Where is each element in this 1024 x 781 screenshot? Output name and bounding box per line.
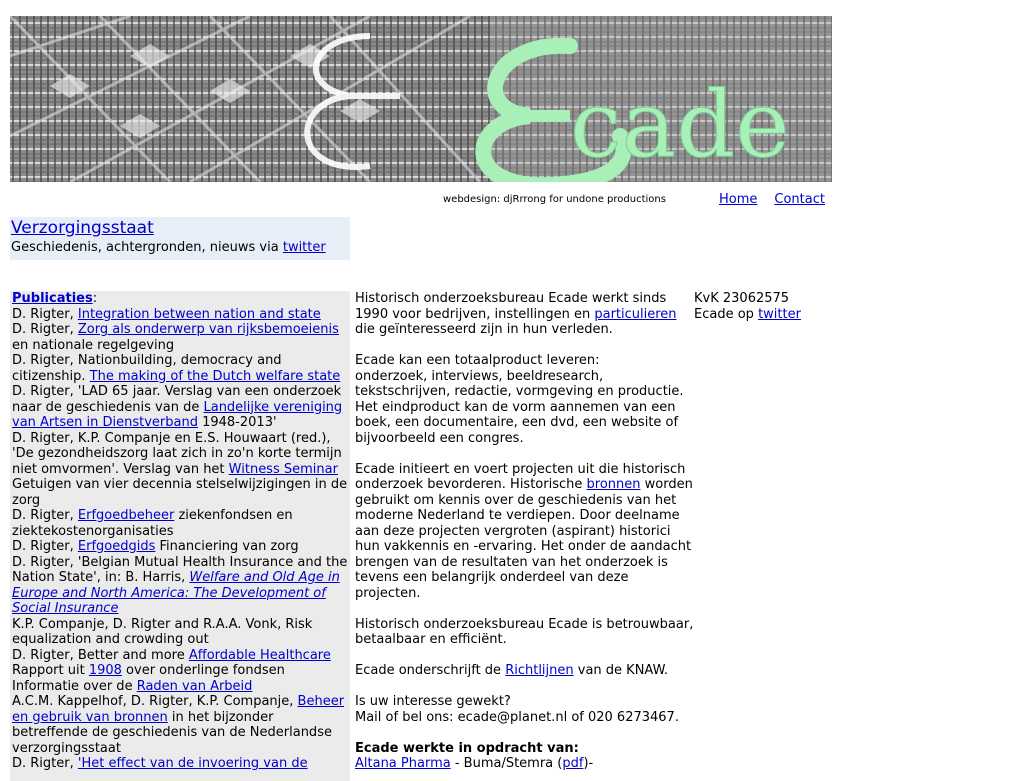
nav-contact-link[interactable]: Contact [774, 192, 825, 207]
particulieren-link[interactable]: particulieren [594, 306, 677, 322]
publicatie-link[interactable]: Erfgoedgids [77, 539, 156, 554]
publicatie-text-end: ziekenfondsen en ziektekostenorganisaties [12, 508, 293, 539]
publicatie-link[interactable]: Raden van Arbeid [136, 678, 253, 694]
twitter-prefix: Ecade op [694, 306, 759, 322]
verzorgingsstaat-twitter-link[interactable]: twitter [282, 240, 326, 255]
publicatie-text: D. Rigter, [12, 756, 78, 771]
clients-separator: - Buma/Stemra ( [450, 756, 563, 771]
publicatie-link[interactable]: Erfgoedbeheer [77, 508, 175, 523]
side-column [694, 291, 894, 322]
publicaties-column [10, 291, 350, 781]
clients-end: )- [583, 756, 594, 771]
ecade-banner [10, 16, 832, 188]
publicatie-text: D. Rigter, [12, 508, 78, 523]
betrouwbaar-paragraph: Historisch onderzoeksbureau Ecade is betrouwbaar, betaalbaar en efficiënt. [355, 616, 694, 647]
ecade-twitter-line [694, 307, 894, 323]
clients-line [355, 756, 695, 772]
publicatie-item [12, 648, 348, 664]
intro-text: Historisch onderzoeksbureau Ecade werkt sinds 1990 voor bedrijven, instellingen en [355, 291, 667, 322]
publicatie-text: D. Rigter, 'LAD 65 jaar. Verslag van een onderzoek naar de geschiedenis van de [12, 384, 342, 415]
publicatie-item [12, 539, 348, 555]
publicatie-link[interactable]: Welfare and Old Age in Europe and North America: The Development of Social Insurance [12, 570, 340, 616]
publicatie-item [12, 307, 348, 323]
totaalproduct-heading: Ecade kan een totaalproduct leveren: [355, 353, 600, 368]
publicatie-text-end: en nationale regelgeving [12, 337, 175, 353]
publicatie-link[interactable]: Affordable Healthcare [188, 647, 331, 663]
publicatie-item [12, 617, 348, 648]
mail-bel-text: Mail of bel ons: ecade@planet.nl of 020 6273467. [355, 709, 679, 725]
interesse-text: Is uw interesse gewekt? [355, 694, 511, 709]
contact-paragraph [355, 694, 695, 725]
knaw-text: Ecade onderschrijft de [355, 663, 506, 678]
webdesign-credit: webdesign: djRrrong for undone productions [443, 194, 666, 205]
publicatie-link[interactable]: 1908 [88, 663, 122, 678]
verzorgingsstaat-box [10, 217, 350, 260]
publicatie-text: D. Rigter, [12, 306, 78, 322]
publicatie-text-end: in het bijzonder betreffende de geschiedenis van de Nederlandse verzorgingsstaat [12, 709, 332, 756]
clients-heading: Ecade werkte in opdracht van: [355, 740, 579, 756]
svg-text:cade: cade [570, 71, 790, 178]
publicatie-text: A.C.M. Kappelhof, D. Rigter, K.P. Companje, [12, 694, 298, 709]
publicatie-item [12, 663, 348, 679]
verzorgingsstaat-link[interactable]: Verzorgingsstaat [11, 218, 154, 238]
bronnen-link[interactable]: bronnen [586, 477, 641, 492]
publicatie-text: K.P. Companje, D. Rigter and R.A.A. Vonk, Risk equalization and crowding out [12, 616, 313, 647]
altana-pharma-link[interactable]: Altana Pharma [355, 756, 451, 771]
projecten-paragraph [355, 462, 695, 602]
publicatie-item [12, 322, 348, 353]
publicatie-link[interactable]: Zorg als onderwerp van rijksbemoeienis [77, 322, 339, 337]
publicatie-text-end: Financiering van zorg [155, 539, 299, 554]
totaalproduct-text: onderzoek, interviews, beeldresearch, tekstschrijven, redactie, vormgeving en productie. Het eindproduct kan de vorm aannemen van een boek, een documentaire, een dvd, een website of bijvoorbeeld een congres. [355, 368, 684, 446]
publicaties-heading-line [12, 291, 348, 307]
intro-paragraph [355, 291, 695, 338]
publicatie-item [12, 431, 348, 509]
publicatie-text: D. Rigter, 'Belgian Mutual Health Insurance and the Nation State', in: B. Harris, [12, 554, 348, 585]
publicatie-item [12, 694, 348, 756]
publicatie-item [12, 384, 348, 431]
publicaties-link[interactable]: Publicaties [12, 291, 93, 306]
publicatie-text: D. Rigter, Better and more [12, 647, 189, 663]
main-content [355, 291, 695, 772]
publicaties-list [12, 307, 348, 772]
publicatie-item [12, 508, 348, 539]
totaalproduct-paragraph [355, 353, 695, 446]
publicatie-link[interactable]: The making of the Dutch welfare state [89, 368, 341, 384]
publicatie-link[interactable]: Beheer en gebruik van bronnen [12, 694, 345, 725]
publicatie-link[interactable]: Witness Seminar [228, 461, 338, 477]
publicatie-text: D. Rigter, [12, 322, 78, 337]
publicatie-text-end: 1948-2013' [197, 415, 277, 430]
top-navigation [719, 192, 842, 207]
publicatie-item [12, 353, 348, 384]
publicatie-text: Informatie over de [12, 678, 137, 694]
projecten-text: Ecade initieert en voert projecten uit die historisch onderzoek bevorderen. Historische [355, 461, 686, 492]
nav-home-link[interactable]: Home [719, 192, 758, 207]
banner-image [10, 16, 832, 188]
publicatie-text: D. Rigter, K.P. Companje en E.S. Houwaart (red.), 'De gezondheidszorg laat zich in zo'n korte termijn niet omvormen'. Verslag van het [12, 430, 342, 477]
richtlijnen-link[interactable]: Richtlijnen [505, 663, 574, 678]
publicatie-text: D. Rigter, Nationbuilding, democracy and citizenship. [12, 353, 282, 384]
publicatie-item [12, 679, 348, 695]
buma-pdf-link[interactable]: pdf [562, 756, 584, 771]
verzorgingsstaat-subtitle [11, 239, 349, 256]
ecade-twitter-link[interactable]: twitter [758, 306, 801, 322]
publicatie-link[interactable]: 'Het effect van de invoering van de [77, 756, 308, 771]
publicatie-link[interactable]: Integration between nation and state [77, 306, 321, 322]
publicatie-text: D. Rigter, [12, 539, 78, 554]
kvk-number: KvK 23062575 [694, 291, 790, 306]
colon: : [92, 291, 98, 306]
publicatie-text-end: over onderlinge fondsen [121, 663, 285, 678]
publicatie-item [12, 756, 348, 772]
publicatie-link[interactable]: Landelijke vereniging van Artsen in Dienstverband [12, 399, 343, 430]
projecten-text-end: worden gebruikt om kennis over de geschiedenis van het moderne Nederland te verdiepen. Door deelname aan deze projecten vergroten (aspirant) historici hun vakkennis en -ervaring. Het onder de aandacht brengen van de resultaten van het onderzoek is tevens een belangrijk onderdeel van deze projecten. [355, 477, 693, 601]
intro-text-end: die geïnteresseerd zijn in hun verleden. [355, 322, 613, 337]
publicatie-text-end: Getuigen van vier decennia stelselwijzigingen in de zorg [12, 477, 348, 508]
knaw-text-end: van de KNAW. [573, 663, 669, 678]
publicatie-text: Rapport uit [12, 663, 89, 678]
knaw-paragraph [355, 663, 695, 679]
subtitle-text: Geschiedenis, achtergronden, nieuws via [11, 240, 283, 255]
publicatie-item [12, 555, 348, 617]
